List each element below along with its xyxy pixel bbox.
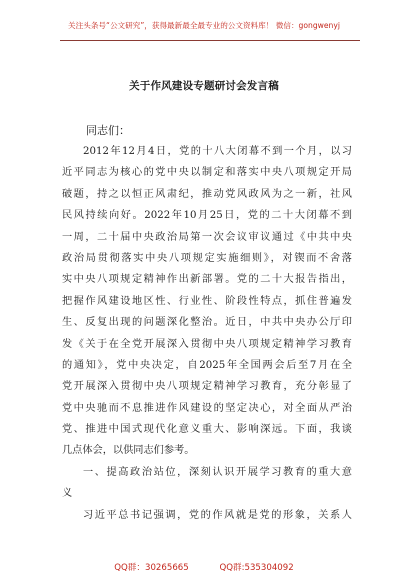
body-line: 习近平总书记强调，党的作风就是党的形象，关系人 — [83, 509, 352, 521]
body-line: 生、反复出现的问题深化整治。近日，中共中央办公厅印 — [62, 317, 352, 329]
body-line: 实中央八项规定精神作出新部署。党的二十大报告指出， — [62, 274, 352, 286]
footer-qq-group-1: QQ群：30265665 — [114, 563, 189, 573]
body-line: 近平同志为核心的党中央以制定和落实中央八项规定开局 — [62, 167, 352, 179]
body-line: 的通知》，党中央决定，自2025年全国两会后至7月在全 — [62, 359, 352, 371]
footer-qq-group-2: QQ群:535304092 — [219, 563, 294, 573]
body-line: 党开展深入贯彻中央八项规定精神学习教育，充分彰显了 — [62, 381, 352, 393]
header-notice: 关注头条号“公文研究”，获得最新最全最专业的公文资料库！ 微信：gongwenyj — [68, 21, 340, 30]
body-line: 把握作风建设地区性、行业性、阶段性特点，抓住普遍发 — [62, 295, 352, 307]
body-line: 一周，二十届中央政治局第一次会议审议通过《中共中央 — [62, 231, 352, 243]
section-heading-line: 义 — [62, 488, 73, 500]
footer-contact — [0, 561, 408, 573]
document-body — [62, 141, 352, 526]
body-line: 党中央驰而不息推进作风建设的坚定决心，对全面从严治 — [62, 402, 352, 414]
salutation: 同志们： — [86, 124, 130, 137]
body-line: 民风持续向好。2022年10月25日，党的二十大闭幕不到 — [62, 210, 352, 222]
body-line: 2012年12月4日，党的十八大闭幕不到一个月，以习 — [83, 146, 352, 157]
body-line: 党、推进中国式现代化意义重大、影响深远。下面，我谈 — [62, 424, 352, 436]
body-line: 发《关于在全党开展深入贯彻中央八项规定精神学习教育 — [62, 338, 352, 350]
body-line: 几点体会，以供同志们参考。 — [62, 445, 195, 457]
document-title: 关于作风建设专题研讨会发言稿 — [129, 80, 279, 92]
body-line: 政治局贯彻落实中央八项规定实施细则》，对锲而不舍落 — [62, 252, 352, 264]
header-divider — [60, 40, 360, 41]
section-heading-line: 一、提高政治站位，深刻认识开展学习教育的重大意 — [83, 466, 352, 478]
body-line: 破题，持之以恒正风肃纪，推动党风政风为之一新，社风 — [62, 188, 352, 200]
